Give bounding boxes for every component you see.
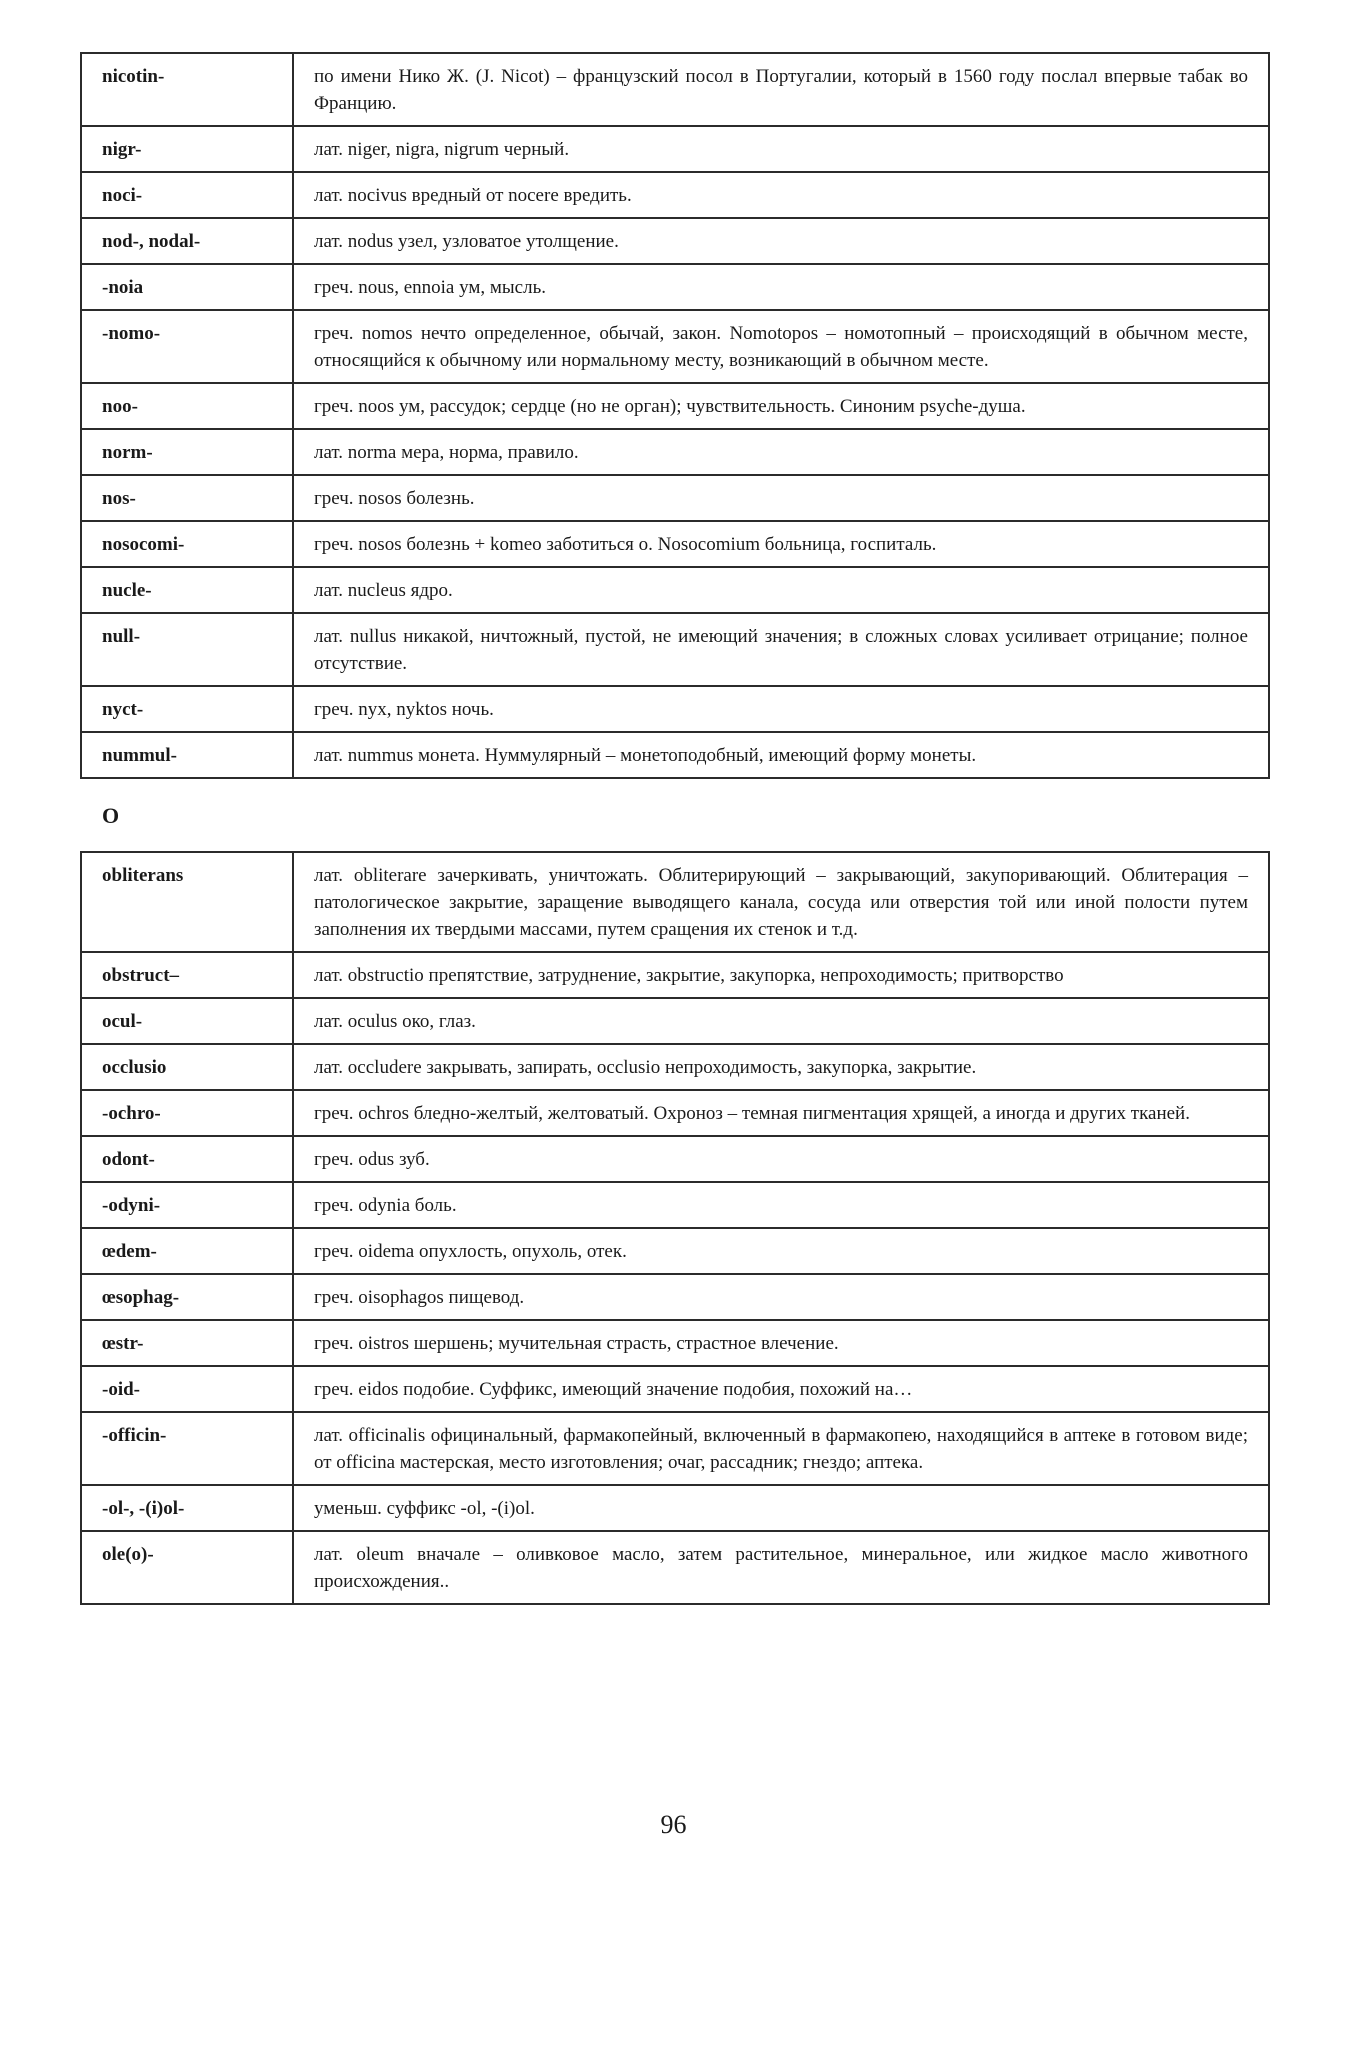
glossary-page [80, 52, 1270, 1605]
definition-cell: греч. oistros шершень; мучительная страсть, страстное влечение. [293, 1320, 1269, 1366]
term-cell: nummul- [81, 732, 293, 778]
term-cell: occlusio [81, 1044, 293, 1090]
table-row [81, 521, 1269, 567]
term-cell: obliterans [81, 852, 293, 952]
table-row [81, 475, 1269, 521]
table-row [81, 310, 1269, 383]
glossary-table-o [80, 851, 1270, 1605]
term-cell: ocul- [81, 998, 293, 1044]
definition-cell: уменьш. суффикс -ol, -(i)ol. [293, 1485, 1269, 1531]
term-cell: nucle- [81, 567, 293, 613]
definition-cell: лат. oleum вначале – оливковое масло, затем растительное, минеральное, или жидкое масло животного происхождения.. [293, 1531, 1269, 1604]
section-letter-heading: O [102, 803, 120, 828]
definition-cell: греч. odus зуб. [293, 1136, 1269, 1182]
definition-cell: греч. nosos болезнь. [293, 475, 1269, 521]
definition-cell: греч. nyx, nyktos ночь. [293, 686, 1269, 732]
term-cell: ole(o)- [81, 1531, 293, 1604]
definition-cell: лат. occludere закрывать, запирать, occlusio непроходимость, закупорка, закрытие. [293, 1044, 1269, 1090]
definition-cell: греч. ochros бледно-желтый, желтоватый. Охроноз – темная пигментация хрящей, а иногда и других тканей. [293, 1090, 1269, 1136]
term-cell: -nomo- [81, 310, 293, 383]
definition-cell: лат. nullus никакой, ничтожный, пустой, не имеющий значения; в сложных словах усиливает отрицание; полное отсутствие. [293, 613, 1269, 686]
table-row [81, 1412, 1269, 1485]
definition-cell: лат. nucleus ядро. [293, 567, 1269, 613]
definition-cell: лат. nodus узел, узловатое утолщение. [293, 218, 1269, 264]
table-row [81, 1320, 1269, 1366]
term-cell: noci- [81, 172, 293, 218]
table-row [81, 383, 1269, 429]
table-row [81, 852, 1269, 952]
definition-cell: лат. obliterare зачеркивать, уничтожать. Облитерирующий – закрывающий, закупоривающий. Облитерация – патологическое закрытие, заращение выводящего канала, сосуда или отверстия той или иной полости путем заполнения их твердыми массами, путем сращения их стенок и т.д. [293, 852, 1269, 952]
table-row [81, 1044, 1269, 1090]
definition-cell: лат. niger, nigra, nigrum черный. [293, 126, 1269, 172]
definition-cell: греч. noos ум, рассудок; сердце (но не орган); чувствительность. Синоним psyche-душа. [293, 383, 1269, 429]
definition-cell: лат. officinalis официнальный, фармакопейный, включенный в фармакопею, находящийся в аптеке в готовом виде; от officina мастерская, место изготовления; очаг, рассадник; гнездо; аптека. [293, 1412, 1269, 1485]
term-cell: obstruct– [81, 952, 293, 998]
definition-cell: лат. norma мера, норма, правило. [293, 429, 1269, 475]
term-cell: odont- [81, 1136, 293, 1182]
definition-cell: по имени Нико Ж. (J. Nicot) – французский посол в Португалии, который в 1560 году послал впервые табак во Францию. [293, 53, 1269, 126]
table-row [81, 218, 1269, 264]
definition-cell: греч. nosos болезнь + komeo заботиться о. Nosocomium больница, госпиталь. [293, 521, 1269, 567]
table-row [81, 264, 1269, 310]
definition-cell: греч. odynia боль. [293, 1182, 1269, 1228]
term-cell: -ol-, -(i)ol- [81, 1485, 293, 1531]
definition-cell: лат. obstructio препятствие, затруднение, закрытие, закупорка, непроходимость; притворство [293, 952, 1269, 998]
table-row [81, 1228, 1269, 1274]
glossary-table-n [80, 52, 1270, 779]
term-cell: -oid- [81, 1366, 293, 1412]
term-cell: -noia [81, 264, 293, 310]
term-cell: nosocomi- [81, 521, 293, 567]
table-row [81, 1182, 1269, 1228]
table-row [81, 1485, 1269, 1531]
table-row [81, 172, 1269, 218]
table-row [81, 998, 1269, 1044]
definition-cell: греч. nous, ennoia ум, мысль. [293, 264, 1269, 310]
term-cell: nicotin- [81, 53, 293, 126]
page-number: 96 [660, 1810, 687, 1839]
term-cell: œstr- [81, 1320, 293, 1366]
table-row [81, 1531, 1269, 1604]
term-cell: -ochro- [81, 1090, 293, 1136]
table-row [81, 1366, 1269, 1412]
term-cell: nod-, nodal- [81, 218, 293, 264]
term-cell: noo- [81, 383, 293, 429]
definition-cell: греч. nomos нечто определенное, обычай, закон. Nomotopos – номотопный – происходящий в обычном месте, относящийся к обычному или нормальному месту, возникающий в обычном месте. [293, 310, 1269, 383]
term-cell: -odyni- [81, 1182, 293, 1228]
term-cell: norm- [81, 429, 293, 475]
definition-cell: лат. nocivus вредный от nocere вредить. [293, 172, 1269, 218]
definition-cell: лат. oculus око, глаз. [293, 998, 1269, 1044]
table-row [81, 732, 1269, 778]
table-row [81, 686, 1269, 732]
term-cell: œsophag- [81, 1274, 293, 1320]
table-row [81, 1090, 1269, 1136]
table-row [81, 53, 1269, 126]
table-row [81, 126, 1269, 172]
definition-cell: греч. oisophagos пищевод. [293, 1274, 1269, 1320]
table-row [81, 1274, 1269, 1320]
term-cell: œdem- [81, 1228, 293, 1274]
term-cell: nyct- [81, 686, 293, 732]
definition-cell: греч. oidema опухлость, опухоль, отек. [293, 1228, 1269, 1274]
term-cell: nigr- [81, 126, 293, 172]
term-cell: -officin- [81, 1412, 293, 1485]
table-row [81, 613, 1269, 686]
term-cell: null- [81, 613, 293, 686]
table-row [81, 1136, 1269, 1182]
term-cell: nos- [81, 475, 293, 521]
table-row [81, 567, 1269, 613]
definition-cell: греч. eidos подобие. Суффикс, имеющий значение подобия, похожий на… [293, 1366, 1269, 1412]
definition-cell: лат. nummus монета. Нуммулярный – монетоподобный, имеющий форму монеты. [293, 732, 1269, 778]
table-row [81, 429, 1269, 475]
table-row [81, 952, 1269, 998]
